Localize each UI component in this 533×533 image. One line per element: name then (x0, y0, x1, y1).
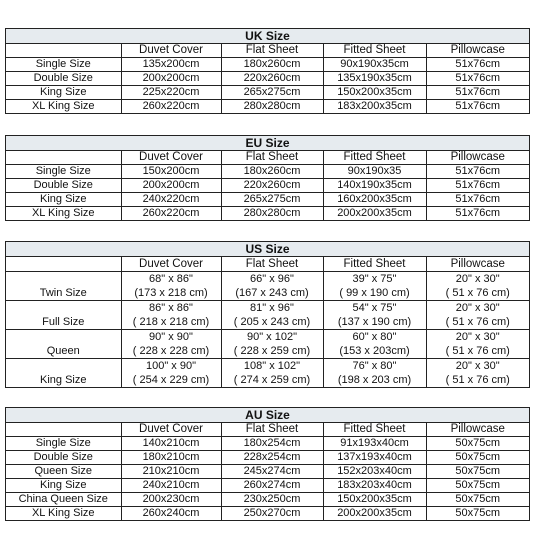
au-size-table (5, 407, 530, 521)
eu-size-table (5, 135, 530, 221)
table-cell: 260x220cm (121, 100, 221, 114)
uk-size-title: UK Size (6, 29, 529, 44)
table-row (6, 179, 529, 193)
inch-size: 100" x 90" (145, 360, 196, 372)
header-cell: Fitted Sheet (323, 151, 426, 165)
row-label: Single Size (6, 165, 121, 179)
header-cell: Pillowcase (426, 44, 529, 58)
row-label: Queen (6, 330, 121, 359)
table-cell: 245x274cm (221, 465, 323, 479)
header-cell: Flat Sheet (221, 423, 323, 437)
cm-size: ( 274 x 259 cm) (233, 374, 311, 386)
table-cell: 140x210cm (121, 437, 221, 451)
table-cell: 180x254cm (221, 437, 323, 451)
table-cell: 50x75cm (426, 507, 529, 521)
table-cell (323, 301, 426, 330)
table-cell: 230x250cm (221, 493, 323, 507)
header-cell: Pillowcase (426, 151, 529, 165)
table-cell: 135x200cm (121, 58, 221, 72)
row-label: Twin Size (6, 272, 121, 301)
table-cell: 91x193x40cm (323, 437, 426, 451)
inch-size: 20" x 30" (455, 360, 500, 372)
inch-size: 86" x 86" (149, 302, 193, 314)
table-cell: 51x76cm (426, 179, 529, 193)
table-cell (221, 330, 323, 359)
table-cell: 200x200x35cm (323, 207, 426, 221)
table-cell (323, 359, 426, 388)
table-cell: 183x200x35cm (323, 100, 426, 114)
table-cell: 137x193x40cm (323, 451, 426, 465)
table-cell: 200x230cm (121, 493, 221, 507)
table-cell (221, 272, 323, 301)
table-row (6, 507, 529, 521)
table-cell: 260x220cm (121, 207, 221, 221)
table-cell: 183x203x40cm (323, 479, 426, 493)
table-row (6, 58, 529, 72)
cm-size: ( 254 x 229 cm) (132, 374, 210, 386)
table-cell: 220x260cm (221, 72, 323, 86)
table-cell: 260x274cm (221, 479, 323, 493)
table-cell: 225x220cm (121, 86, 221, 100)
table-cell: 240x210cm (121, 479, 221, 493)
row-label: Double Size (6, 179, 121, 193)
table-row (6, 493, 529, 507)
row-label: King Size (6, 86, 121, 100)
row-label: Double Size (6, 72, 121, 86)
table-row (6, 451, 529, 465)
table-cell (121, 359, 221, 388)
us-size-table (5, 241, 530, 388)
inch-size: 60" x 80" (352, 331, 397, 343)
eu-table (6, 151, 529, 220)
inch-size: 90" x 102" (246, 331, 297, 343)
table-row (6, 465, 529, 479)
header-cell (6, 257, 121, 272)
table-row (6, 272, 529, 301)
table-cell: 180x260cm (221, 165, 323, 179)
table-cell: 51x76cm (426, 58, 529, 72)
uk-table (6, 44, 529, 113)
us-size-title: US Size (6, 242, 529, 257)
table-cell: 135x190x35cm (323, 72, 426, 86)
table-cell: 240x220cm (121, 193, 221, 207)
table-cell: 260x240cm (121, 507, 221, 521)
header-cell: Pillowcase (426, 423, 529, 437)
inch-size: 39" x 75" (352, 273, 397, 285)
table-cell: 50x75cm (426, 493, 529, 507)
table-cell: 160x200x35cm (323, 193, 426, 207)
table-cell: 51x76cm (426, 86, 529, 100)
table-cell: 280x280cm (221, 207, 323, 221)
header-cell: Flat Sheet (221, 257, 323, 272)
cm-size: (137 x 190 cm) (337, 316, 412, 328)
row-label: Full Size (6, 301, 121, 330)
inch-size: 54" x 75" (352, 302, 397, 314)
header-cell (6, 44, 121, 58)
header-cell: Fitted Sheet (323, 44, 426, 58)
row-label: Single Size (6, 437, 121, 451)
header-cell: Fitted Sheet (323, 423, 426, 437)
cm-size: ( 51 x 76 cm) (445, 316, 510, 328)
table-row (6, 437, 529, 451)
table-cell: 280x280cm (221, 100, 323, 114)
table-row (6, 165, 529, 179)
table-cell: 90x190x35cm (323, 58, 426, 72)
table-cell: 51x76cm (426, 207, 529, 221)
table-cell: 90x190x35 (323, 165, 426, 179)
inch-size: 20" x 30" (455, 331, 500, 343)
inch-size: 20" x 30" (455, 273, 500, 285)
table-cell (426, 330, 529, 359)
header-cell: Duvet Cover (121, 257, 221, 272)
table-cell (426, 272, 529, 301)
table-cell: 200x200cm (121, 179, 221, 193)
table-cell (121, 272, 221, 301)
table-cell: 210x210cm (121, 465, 221, 479)
row-label: Double Size (6, 451, 121, 465)
inch-size: 90" x 90" (149, 331, 193, 343)
row-label: XL King Size (6, 100, 121, 114)
eu-header-row (6, 151, 529, 165)
header-cell: Duvet Cover (121, 151, 221, 165)
table-cell (221, 301, 323, 330)
cm-size: ( 218 x 218 cm) (132, 316, 210, 328)
row-label: King Size (6, 479, 121, 493)
cm-size: (153 x 203cm) (339, 345, 410, 357)
table-cell (426, 359, 529, 388)
row-label: China Queen Size (6, 493, 121, 507)
row-label: XL King Size (6, 207, 121, 221)
table-cell: 51x76cm (426, 100, 529, 114)
table-cell: 140x190x35cm (323, 179, 426, 193)
table-row (6, 479, 529, 493)
row-label: Queen Size (6, 465, 121, 479)
us-table (6, 257, 529, 387)
cm-size: (173 x 218 cm) (134, 287, 208, 299)
table-cell: 180x210cm (121, 451, 221, 465)
table-cell: 228x254cm (221, 451, 323, 465)
table-cell: 250x270cm (221, 507, 323, 521)
cm-size: ( 51 x 76 cm) (445, 345, 510, 357)
table-cell (323, 272, 426, 301)
uk-size-table (5, 28, 530, 114)
inch-size: 20" x 30" (455, 302, 500, 314)
table-row (6, 86, 529, 100)
table-cell (121, 301, 221, 330)
table-cell: 180x260cm (221, 58, 323, 72)
table-row (6, 100, 529, 114)
us-header-row (6, 257, 529, 272)
table-cell: 50x75cm (426, 437, 529, 451)
table-cell: 50x75cm (426, 465, 529, 479)
header-cell: Duvet Cover (121, 423, 221, 437)
table-cell: 51x76cm (426, 72, 529, 86)
au-size-title: AU Size (6, 408, 529, 423)
header-cell: Duvet Cover (121, 44, 221, 58)
table-cell (323, 330, 426, 359)
header-cell: Fitted Sheet (323, 257, 426, 272)
cm-size: ( 51 x 76 cm) (445, 287, 510, 299)
cm-size: (167 x 243 cm) (235, 287, 309, 299)
table-cell: 150x200x35cm (323, 493, 426, 507)
table-cell (426, 301, 529, 330)
table-cell: 152x203x40cm (323, 465, 426, 479)
inch-size: 76" x 80" (352, 360, 397, 372)
table-cell: 50x75cm (426, 451, 529, 465)
table-cell: 265x275cm (221, 86, 323, 100)
table-row (6, 301, 529, 330)
au-table (6, 423, 529, 520)
table-cell: 50x75cm (426, 479, 529, 493)
table-cell: 200x200cm (121, 72, 221, 86)
table-cell: 150x200x35cm (323, 86, 426, 100)
table-cell (121, 330, 221, 359)
cm-size: (198 x 203 cm) (337, 374, 412, 386)
header-cell: Flat Sheet (221, 151, 323, 165)
uk-header-row (6, 44, 529, 58)
row-label: King Size (6, 359, 121, 388)
table-row (6, 193, 529, 207)
row-label: XL King Size (6, 507, 121, 521)
table-cell (221, 359, 323, 388)
header-cell: Pillowcase (426, 257, 529, 272)
table-cell: 51x76cm (426, 165, 529, 179)
table-cell: 220x260cm (221, 179, 323, 193)
inch-size: 68" x 86" (149, 273, 193, 285)
row-label: King Size (6, 193, 121, 207)
cm-size: ( 51 x 76 cm) (445, 374, 510, 386)
cm-size: ( 99 x 190 cm) (339, 287, 410, 299)
table-row (6, 359, 529, 388)
au-header-row (6, 423, 529, 437)
table-row (6, 72, 529, 86)
header-cell (6, 423, 121, 437)
cm-size: ( 228 x 228 cm) (132, 345, 210, 357)
inch-size: 108" x 102" (243, 360, 301, 372)
inch-size: 66" x 96" (250, 273, 294, 285)
table-row (6, 330, 529, 359)
cm-size: ( 205 x 243 cm) (233, 316, 311, 328)
table-cell: 51x76cm (426, 193, 529, 207)
cm-size: ( 228 x 259 cm) (233, 345, 311, 357)
table-cell: 150x200cm (121, 165, 221, 179)
table-cell: 265x275cm (221, 193, 323, 207)
table-cell: 200x200x35cm (323, 507, 426, 521)
header-cell: Flat Sheet (221, 44, 323, 58)
eu-size-title: EU Size (6, 136, 529, 151)
row-label: Single Size (6, 58, 121, 72)
table-row (6, 207, 529, 221)
inch-size: 81" x 96" (250, 302, 294, 314)
header-cell (6, 151, 121, 165)
